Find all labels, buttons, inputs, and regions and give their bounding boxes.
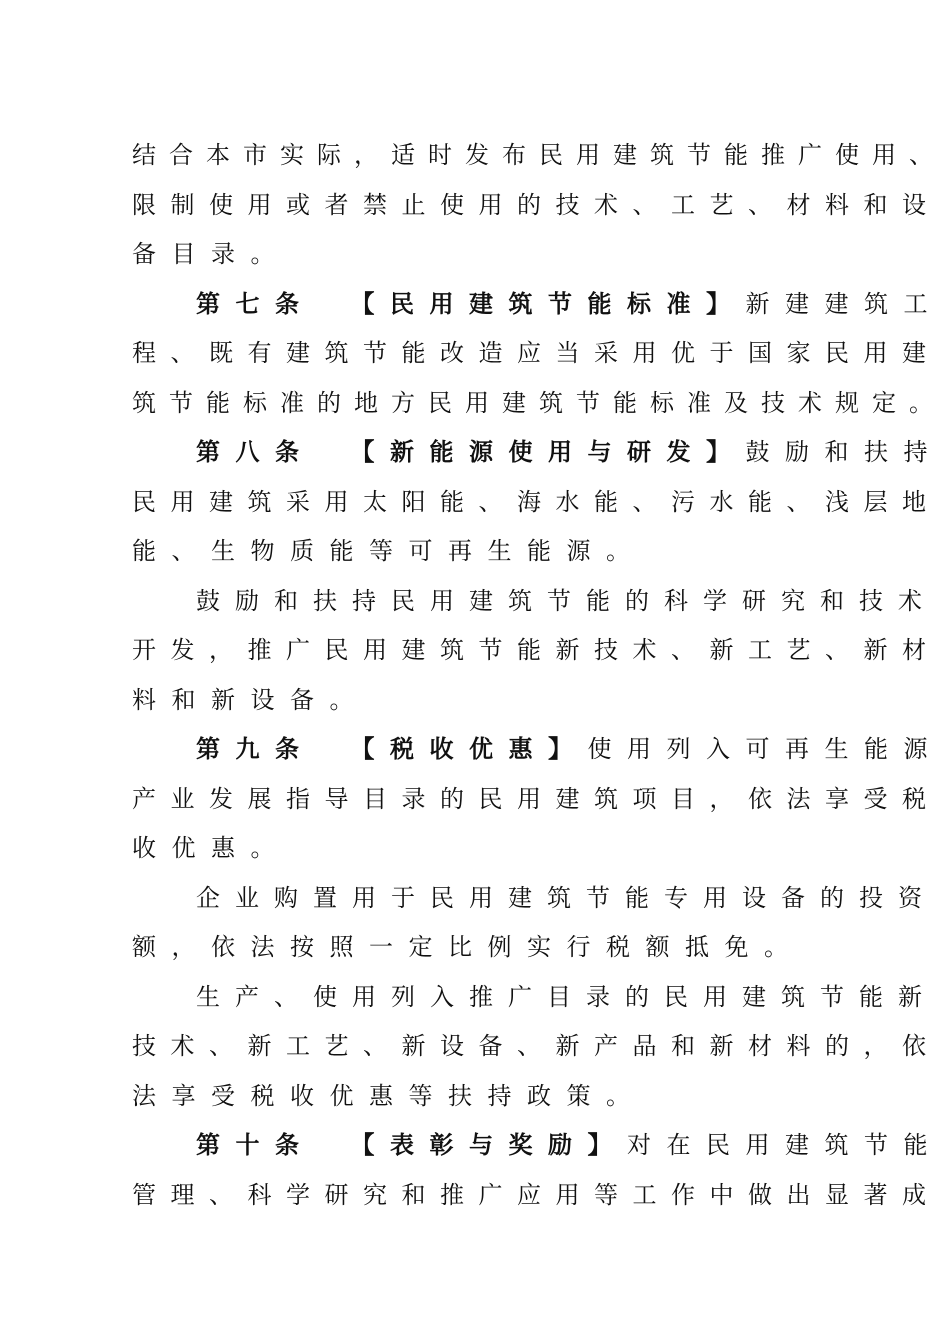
article-7-number: 第七条	[196, 290, 315, 318]
article-10-text: 对在民用建筑节能	[627, 1131, 943, 1159]
paragraph-line: 开发，推广民用建筑节能新技术、新工艺、新材	[132, 636, 941, 664]
article-8-line	[196, 437, 943, 467]
paragraph-line	[132, 338, 941, 368]
paragraph-line: 筑节能标准的地方民用建筑节能标准及技术规定。	[132, 389, 946, 417]
paragraph-line: 能、生物质能等可再生能源。	[132, 537, 646, 565]
article-7-title: 【民用建筑节能标准】	[350, 290, 746, 318]
paragraph-line: 管理、科学研究和推广应用等工作中做出显著成	[132, 1181, 941, 1209]
article-8-number: 第八条	[196, 438, 315, 466]
article-9-line	[196, 734, 943, 764]
article-7-line	[196, 289, 943, 319]
paragraph-line: 料和新设备。	[132, 686, 369, 714]
article-9-text: 使用列入可再生能源	[587, 735, 943, 763]
paragraph-line: 收优惠。	[132, 834, 290, 862]
paragraph-line: 结合本市实际，适时发布民用建筑节能推广使用、	[132, 141, 946, 169]
paragraph-line: 民用建筑采用太阳能、海水能、污水能、浅层地	[132, 488, 941, 516]
paragraph-line: 生产、使用列入推广目录的民用建筑节能新	[196, 983, 937, 1011]
paragraph-line: 技术、新工艺、新设备、新产品和新材料的，依	[132, 1032, 941, 1060]
article-10-title: 【表彰与奖励】	[350, 1131, 627, 1159]
paragraph-line: 产业发展指导目录的民用建筑项目，依法享受税	[132, 785, 941, 813]
paragraph-line: 备目录。	[132, 240, 290, 268]
article-8-text: 鼓励和扶持	[745, 438, 943, 466]
article-7-line2-prefix: 程、	[132, 339, 209, 367]
article-9-number: 第九条	[196, 735, 315, 763]
article-8-title: 【新能源使用与研发】	[350, 438, 746, 466]
article-9-title: 【税收优惠】	[350, 735, 588, 763]
article-7-text: 新建建筑工	[745, 290, 943, 318]
paragraph-line: 企业购置用于民用建筑节能专用设备的投资	[196, 884, 937, 912]
article-10-number: 第十条	[196, 1131, 315, 1159]
article-10-line	[196, 1130, 943, 1160]
paragraph-line: 法享受税收优惠等扶持政策。	[132, 1082, 646, 1110]
paragraph-line: 鼓励和扶持民用建筑节能的科学研究和技术	[196, 587, 937, 615]
paragraph-line: 额，依法按照一定比例实行税额抵免。	[132, 933, 804, 961]
paragraph-line: 限制使用或者禁止使用的技术、工艺、材料和设	[132, 191, 941, 219]
article-7-line2-text: 既有建筑节能改造应当采用优于国家民用建	[209, 339, 941, 367]
